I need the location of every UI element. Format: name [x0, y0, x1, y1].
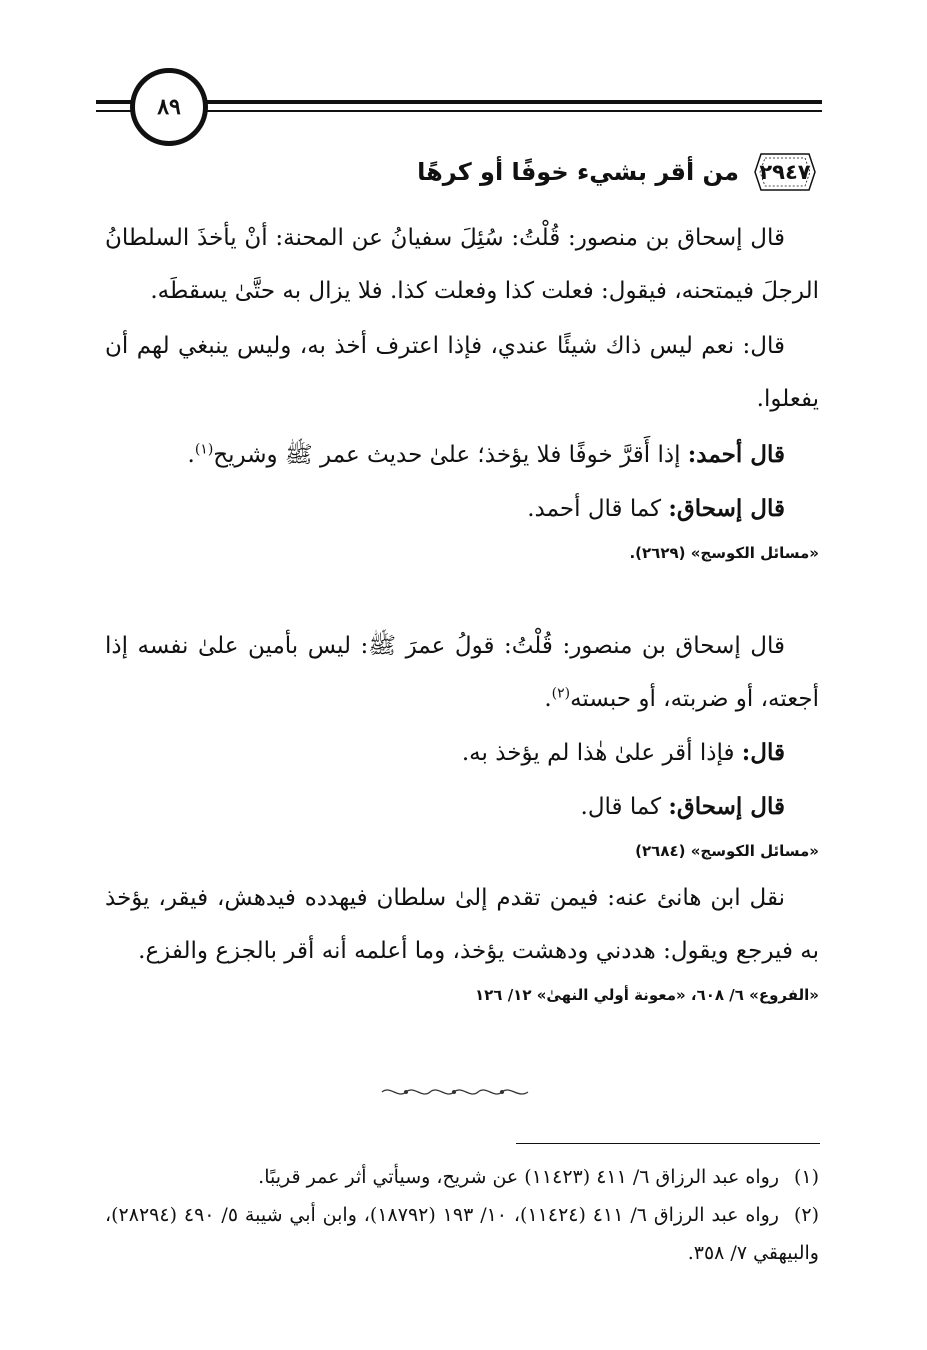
paragraph-text: إذا أَقرَّ خوفًا فلا يؤخذ؛ علىٰ حديث عمر ﷺ وشريح — [213, 442, 688, 468]
paragraph — [105, 620, 819, 726]
paragraph — [105, 320, 819, 426]
section-3 — [105, 872, 819, 1004]
page-number: ٨٩ — [130, 68, 208, 146]
footnote-ref[interactable]: (١) — [194, 441, 214, 458]
footnote — [105, 1196, 819, 1272]
entry-number-badge — [753, 150, 817, 194]
paragraph-text: قال إسحاق بن منصور: قُلْتُ: سُئِلَ سفيانُ عن المحنة: أنْ يأخذَ السلطانُ الرجلَ فيمتحنه، فيقول: فعلت كذا وفعلت كذا. فلا يزال به حتَّىٰ يسقطَه. — [105, 225, 819, 304]
footnote-ref[interactable]: (٢) — [551, 685, 571, 702]
section-2 — [105, 620, 819, 860]
speaker: قال إسحاق: — [668, 495, 785, 522]
sentence-end: . — [187, 442, 195, 468]
paragraph — [105, 872, 819, 978]
citation: «مسائل الكوسج» (٢٦٨٤) — [635, 842, 819, 860]
citation: «الفروع» ٦/ ٦٠٨، «معونة أولي النهىٰ» ١٢/ ١٢٦ — [475, 986, 819, 1004]
footnote-text: رواه عبد الرزاق ٦/ ٤١١ (١١٤٢٣) عن شريح، وسيأتي أثر عمر قريبًا. — [258, 1166, 779, 1188]
paragraph-text: كما قال أحمد. — [527, 496, 669, 522]
footnote-number: (٢) — [793, 1204, 819, 1226]
entry-number: ٢٩٤٧ — [759, 160, 811, 184]
speaker: قال: — [741, 739, 785, 766]
footnote — [105, 1158, 819, 1196]
paragraph-text: فإذا أقر علىٰ هٰذا لم يؤخذ به. — [461, 740, 742, 766]
paragraph — [105, 780, 819, 834]
section-1 — [105, 212, 819, 562]
sentence-end: . — [544, 686, 552, 712]
paragraph — [105, 726, 819, 780]
paragraph-text: نقل ابن هانئ عنه: فيمن تقدم إلىٰ سلطان فيهدده فيدهش، فيقر، يؤخذ به فيرجع ويقول: هددني ودهشت يؤخذ، وما أعلمه أنه أقر بالجزع والفزع. — [105, 885, 819, 964]
footnote-text: رواه عبد الرزاق ٦/ ٤١١ (١١٤٢٤)، ١٠/ ١٩٣ (١٨٧٩٢)، وابن أبي شيبة ٥/ ٤٩٠ (٢٨٢٩٤)، والبيهقي ٧/ ٣٥٨. — [105, 1204, 819, 1264]
paragraph — [105, 428, 819, 482]
entry-heading — [417, 150, 817, 194]
footnote-separator — [516, 1143, 820, 1144]
paragraph-text: كما قال. — [580, 794, 669, 820]
section-divider-ornament-icon — [380, 1085, 530, 1099]
paragraph — [105, 482, 819, 536]
paragraph — [105, 212, 819, 318]
speaker: قال أحمد: — [687, 441, 785, 468]
entry-title: من أقر بشيء خوفًا أو كرهًا — [417, 158, 739, 186]
footnotes — [105, 1158, 819, 1272]
footnote-number: (١) — [793, 1166, 819, 1188]
paragraph-text: قال إسحاق بن منصور: قُلْتُ: قولُ عمرَ ﷺ: ليس بأمين علىٰ نفسه إذا أجعته، أو ضربته، أو حبسته — [105, 633, 819, 712]
paragraph-text: قال: نعم ليس ذاك شيئًا عندي، فإذا اعترف أخذ به، وليس ينبغي لهم أن يفعلوا. — [105, 333, 819, 412]
speaker: قال إسحاق: — [668, 793, 785, 820]
citation: «مسائل الكوسج» (٢٦٢٩). — [629, 544, 819, 562]
